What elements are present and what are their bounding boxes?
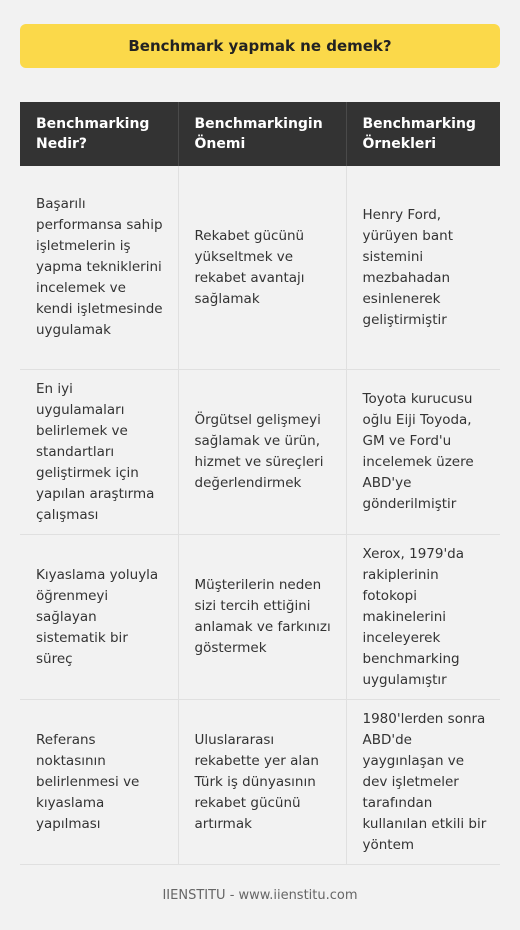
benchmark-table xyxy=(20,102,500,865)
column-header: Benchmarking Nedir? xyxy=(20,102,178,166)
table-cell: Müşterilerin neden sizi tercih ettiğini anlamak ve farkınızı göstermek xyxy=(178,535,346,700)
column-header: Benchmarking Örnekleri xyxy=(346,102,500,166)
page-title: Benchmark yapmak ne demek? xyxy=(20,24,500,68)
table-row xyxy=(20,370,500,535)
table-cell: Referans noktasının belirlenmesi ve kıyaslama yapılması xyxy=(20,700,178,865)
table-cell: Başarılı performansa sahip işletmelerin iş yapma tekniklerini incelemek ve kendi işletmesinde uygulamak xyxy=(20,166,178,370)
table-cell: Kıyaslama yoluyla öğrenmeyi sağlayan sistematik bir süreç xyxy=(20,535,178,700)
table-header-row xyxy=(20,102,500,166)
table-cell: 1980'lerden sonra ABD'de yaygınlaşan ve dev işletmeler tarafından kullanılan etkili bir yöntem xyxy=(346,700,500,865)
table-row xyxy=(20,535,500,700)
table-cell: En iyi uygulamaları belirlemek ve standartları geliştirmek için yapılan araştırma çalışması xyxy=(20,370,178,535)
table-cell: Uluslararası rekabette yer alan Türk iş dünyasının rekabet gücünü artırmak xyxy=(178,700,346,865)
table-row xyxy=(20,700,500,865)
table-row xyxy=(20,166,500,370)
table-cell: Örgütsel gelişmeyi sağlamak ve ürün, hizmet ve süreçleri değerlendirmek xyxy=(178,370,346,535)
table-cell: Toyota kurucusu oğlu Eiji Toyoda, GM ve Ford'u incelemek üzere ABD'ye gönderilmiştir xyxy=(346,370,500,535)
table-cell: Henry Ford, yürüyen bant sistemini mezbahadan esinlenerek geliştirmiştir xyxy=(346,166,500,370)
column-header: Benchmarkingin Önemi xyxy=(178,102,346,166)
table-cell: Rekabet gücünü yükseltmek ve rekabet avantajı sağlamak xyxy=(178,166,346,370)
table-cell: Xerox, 1979'da rakiplerinin fotokopi makinelerini inceleyerek benchmarking uygulamıştır xyxy=(346,535,500,700)
footer-credit: IIENSTITU - www.iienstitu.com xyxy=(162,888,358,903)
